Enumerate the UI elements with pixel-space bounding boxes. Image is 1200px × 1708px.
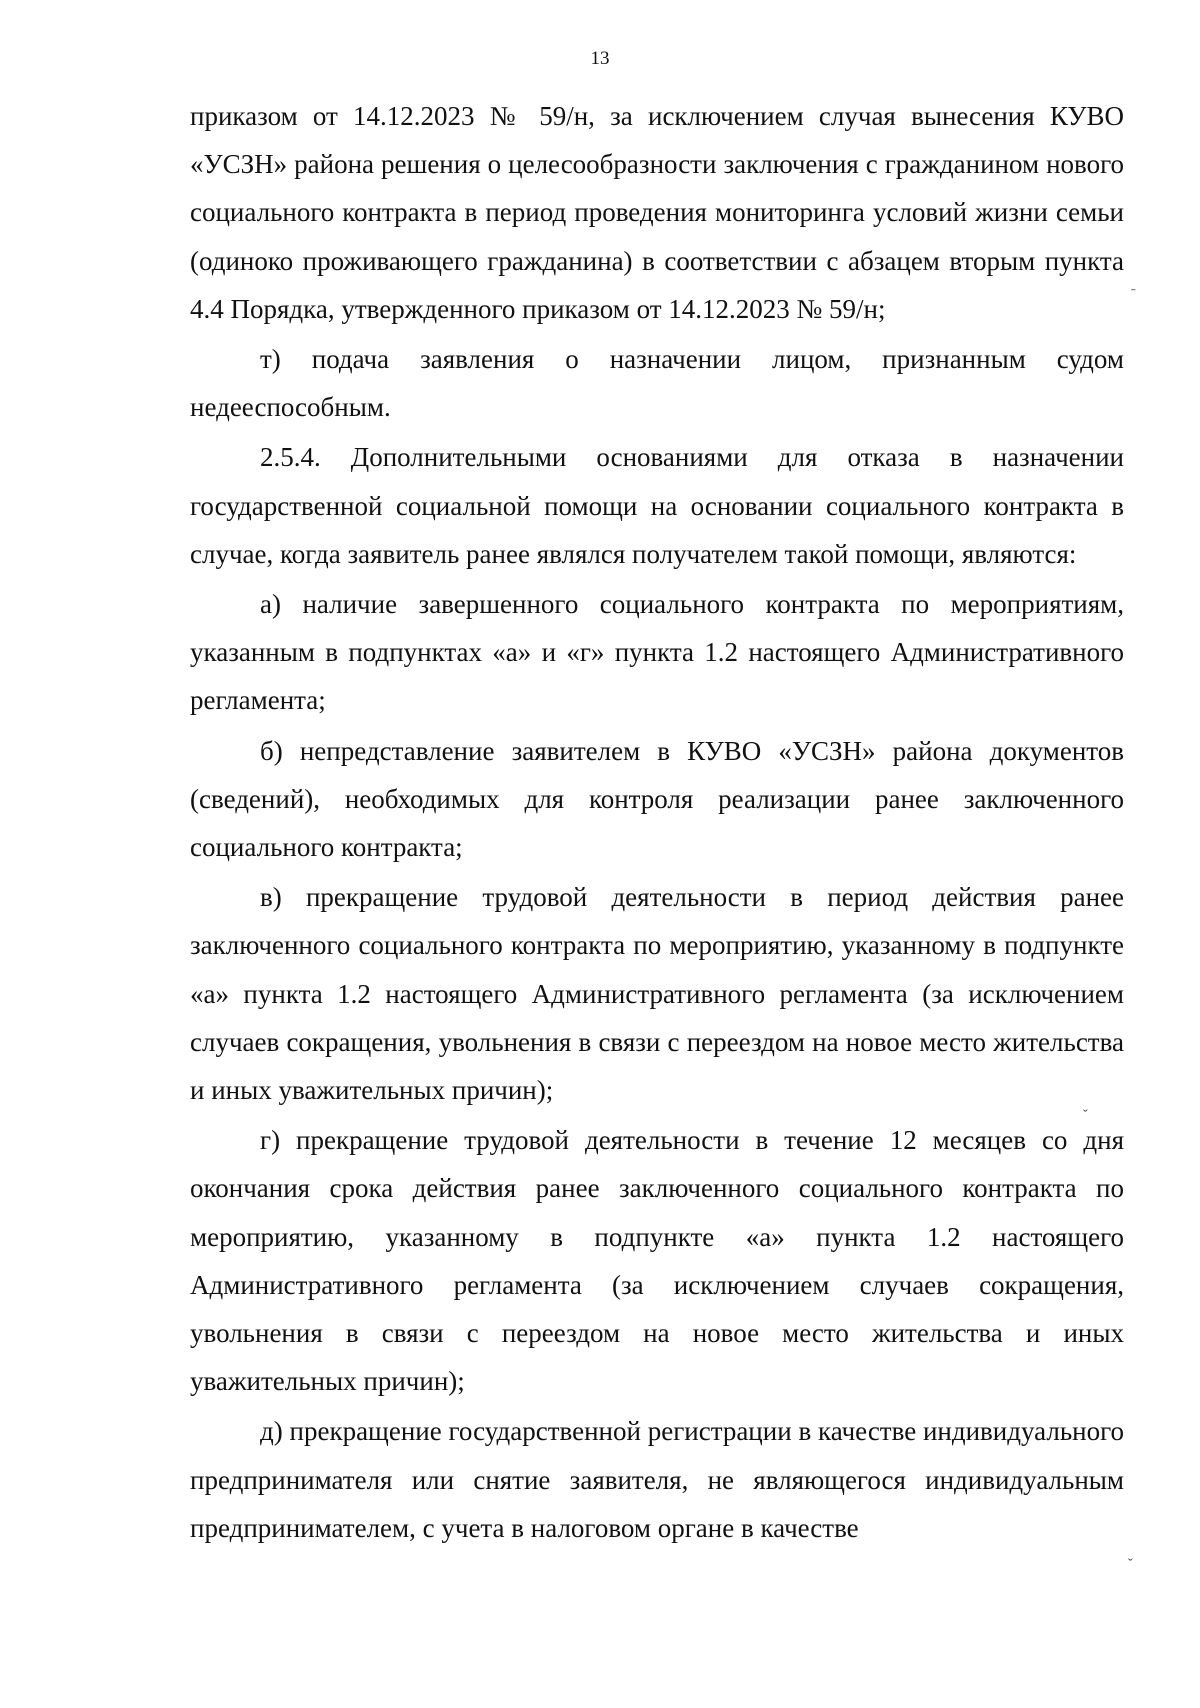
scan-artifact-mark: ˉ [1131, 287, 1136, 302]
paragraph-item-d: д) прекращение государственной регистрации в качестве индивидуального предпринимателя или снятие заявителя, не являющегося индивидуальным предпринимателем, с учета в налоговом органе в качестве [190, 1416, 1124, 1543]
paragraph-item-a: а) наличие завершенного социального контракта по мероприятиям, указанным в подпунктах «а» и «г» пункта 1.2 настоящего Административного регламента; [190, 589, 1124, 716]
paragraph-section-2-5-4: 2.5.4. Дополнительными основаниями для отказа в назначении государственной социальной помощи на основании социального контракта в случае, когда заявитель ранее являлся получателем такой помощи, являются: [190, 442, 1124, 569]
paragraph-item-g: г) прекращение трудовой деятельности в течение 12 месяцев со дня окончания срока действия ранее заключенного социального контракта по мероприятию, указанному в подпункте «а» пункта 1.2 настоящего Административного регламента (за исключением случаев сокращения, увольнения в связи с переездом на новое место жительства и иных уважительных причин); [190, 1125, 1124, 1397]
scan-artifact-mark: ˇ [1083, 1108, 1088, 1123]
paragraph-item-v: в) прекращение трудовой деятельности в период действия ранее заключенного социального контракта по мероприятию, указанному в подпункте «а» пункта 1.2 настоящего Административного регламента (за исключением случаев сокращения, увольнения в связи с переездом на новое место жительства и иных уважительных причин); [190, 882, 1124, 1106]
page-number: 13 [590, 48, 610, 69]
paragraph-item-b: б) непредставление заявителем в КУВО «УСЗН» района документов (сведений), необходимых для контроля реализации ранее заключенного социального контракта; [190, 735, 1124, 863]
paragraph-continuation: приказом от 14.12.2023 № 59/н, за исключением случая вынесения КУВО «УСЗН» района решения о целесообразности заключения с гражданином нового социального контракта в период проведения мониторинга условий жизни семьи (одиноко проживающего гражданина) в соответствии с абзацем вторым пункта 4.4 Порядка, утвержденного приказом от 14.12.2023 № 59/н; [190, 101, 1124, 324]
document-body [190, 92, 1124, 1554]
paragraph-item-t: т) подача заявления о назначении лицом, признанным судом недееспособным. [190, 344, 1124, 423]
scan-artifact-mark: ˇ [1128, 1557, 1133, 1572]
